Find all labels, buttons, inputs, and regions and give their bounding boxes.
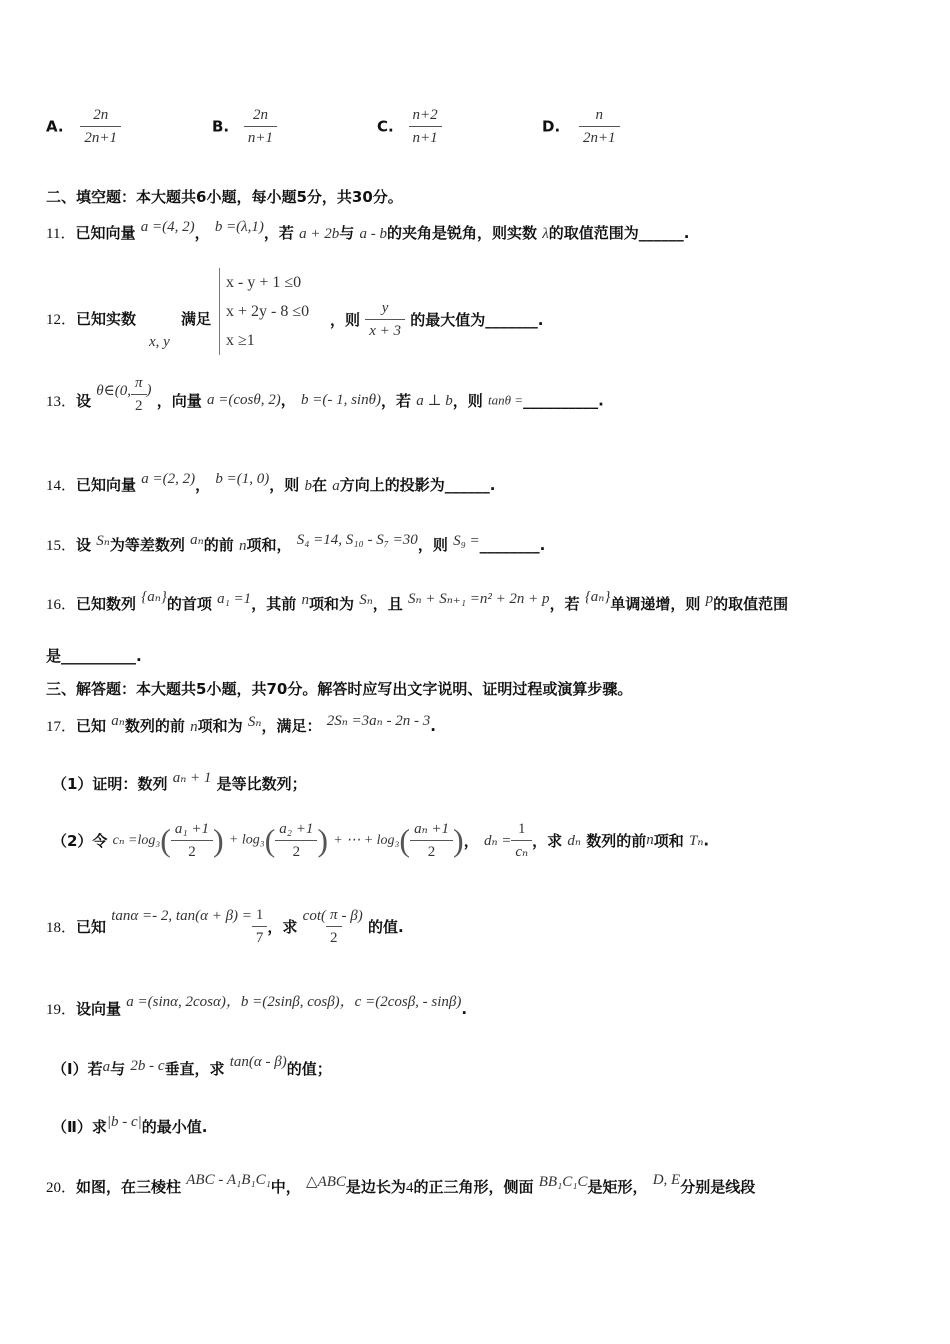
question-16: 16．已知数列 {aₙ}的首项 a₁ =1，其前 n项和为 Sₙ，且 Sₙ + Sₙ₊₁ =n² + 2n + p，若 {aₙ}单调递增，则 p的取值范围 bbox=[46, 589, 789, 613]
question-12-tail: ，则 $\frac{y}{x + 3}$ 的最大值为_______. bbox=[330, 297, 543, 342]
question-13: 13．设 θ∈(0, $\frac{\pi}{2}$ ) ，向量 a =(cosθ, 2)， b =(- 1, sinθ)，若 a ⊥ b，则 tanθ =__________. bbox=[46, 378, 604, 423]
option-a-fraction: $\frac{2n}{2n+1}$ bbox=[80, 104, 121, 149]
option-d-fraction: $\frac{n}{2n+1}$ bbox=[579, 104, 620, 149]
option-b-fraction: $\frac{2n}{n+1}$ bbox=[244, 104, 277, 149]
question-19-part1: （Ⅰ）若a与 2b - c垂直，求 tan(α - β)的值； bbox=[52, 1054, 332, 1078]
question-12-fraction: $\frac{y}{x + 3}$ bbox=[365, 297, 405, 342]
question-19-part2: （Ⅱ）求|b - c|的最小值. bbox=[52, 1114, 208, 1136]
question-17: 17．已知 aₙ数列的前 n项和为 Sₙ，满足： 2Sₙ =3aₙ - 2n - 3. bbox=[46, 713, 436, 735]
option-d-label: D. bbox=[542, 117, 561, 136]
option-b bbox=[212, 104, 277, 149]
option-c bbox=[377, 104, 442, 149]
question-18: 18．已知 tanα =- 2, tan(α + β) = $\frac{1}{7}$ ，求 cot( $\frac{\pi}{2}$ - β) 的值. bbox=[46, 904, 404, 949]
section-heading-answer: 三、解答题：本大题共5小题，共70分。解答时应写出文字说明、证明过程或演算步骤。 bbox=[46, 680, 633, 698]
option-d bbox=[542, 104, 620, 149]
question-16-line2: 是__________. bbox=[46, 647, 142, 665]
question-12-lead: 12．已知实数 bbox=[46, 310, 137, 328]
question-14: 14．已知向量 a =(2, 2)， b =(1, 0)，则 b在 a方向上的投影为______. bbox=[46, 471, 496, 494]
question-19: 19．设向量 a =(sinα, 2cosα)，b =(2sinβ, cosβ)，c =(2cosβ, - sinβ). bbox=[46, 994, 468, 1018]
option-c-label: C. bbox=[377, 117, 394, 136]
option-c-fraction: $\frac{n+2}{n+1}$ bbox=[409, 104, 442, 149]
option-a bbox=[46, 104, 121, 149]
question-17-part1: （1）证明：数列 aₙ + 1 是等比数列； bbox=[52, 770, 307, 793]
question-12-constraint-system: x - y + 1 ≤0 x + 2y - 8 ≤0 x ≥1 bbox=[219, 268, 309, 355]
option-b-label: B. bbox=[212, 117, 230, 136]
question-12-satisfy: 满足 bbox=[181, 310, 212, 328]
question-17-part2: （2）令 cₙ =log₃( $\frac{\text{a₁ +1}}{2}$ ) + log₃( $\frac{\text{a₂ +1}}{2}$ ) + ⋯ + log₃( $\frac{\text{aₙ +1}}{2}$ )， dₙ = $\frac{1}{\text{cₙ}}$ ，求 dₙ 数列的前n项和 Tₙ. bbox=[52, 818, 709, 863]
option-a-label: A. bbox=[46, 117, 64, 136]
question-20: 20．如图，在三棱柱 ABC - A₁B₁C₁中， △ABC是边长为4的正三角形，侧面 BB₁C₁C是矩形， D, E分别是线段 bbox=[46, 1172, 756, 1196]
question-12-variables: x, y bbox=[149, 334, 170, 350]
section-heading-fill-in: 二、填空题：本大题共6小题，每小题5分，共30分。 bbox=[46, 188, 403, 206]
question-15: 15．设 Sₙ为等差数列 aₙ的前 n项和， S₄ =14, S₁₀ - S₇ =30，则 S₉ =________. bbox=[46, 532, 546, 554]
question-11: 11．已知向量 a =(4, 2)， b =(λ,1)，若 a + 2b与 a - b的夹角是锐角，则实数 λ的取值范围为______. bbox=[46, 219, 690, 242]
